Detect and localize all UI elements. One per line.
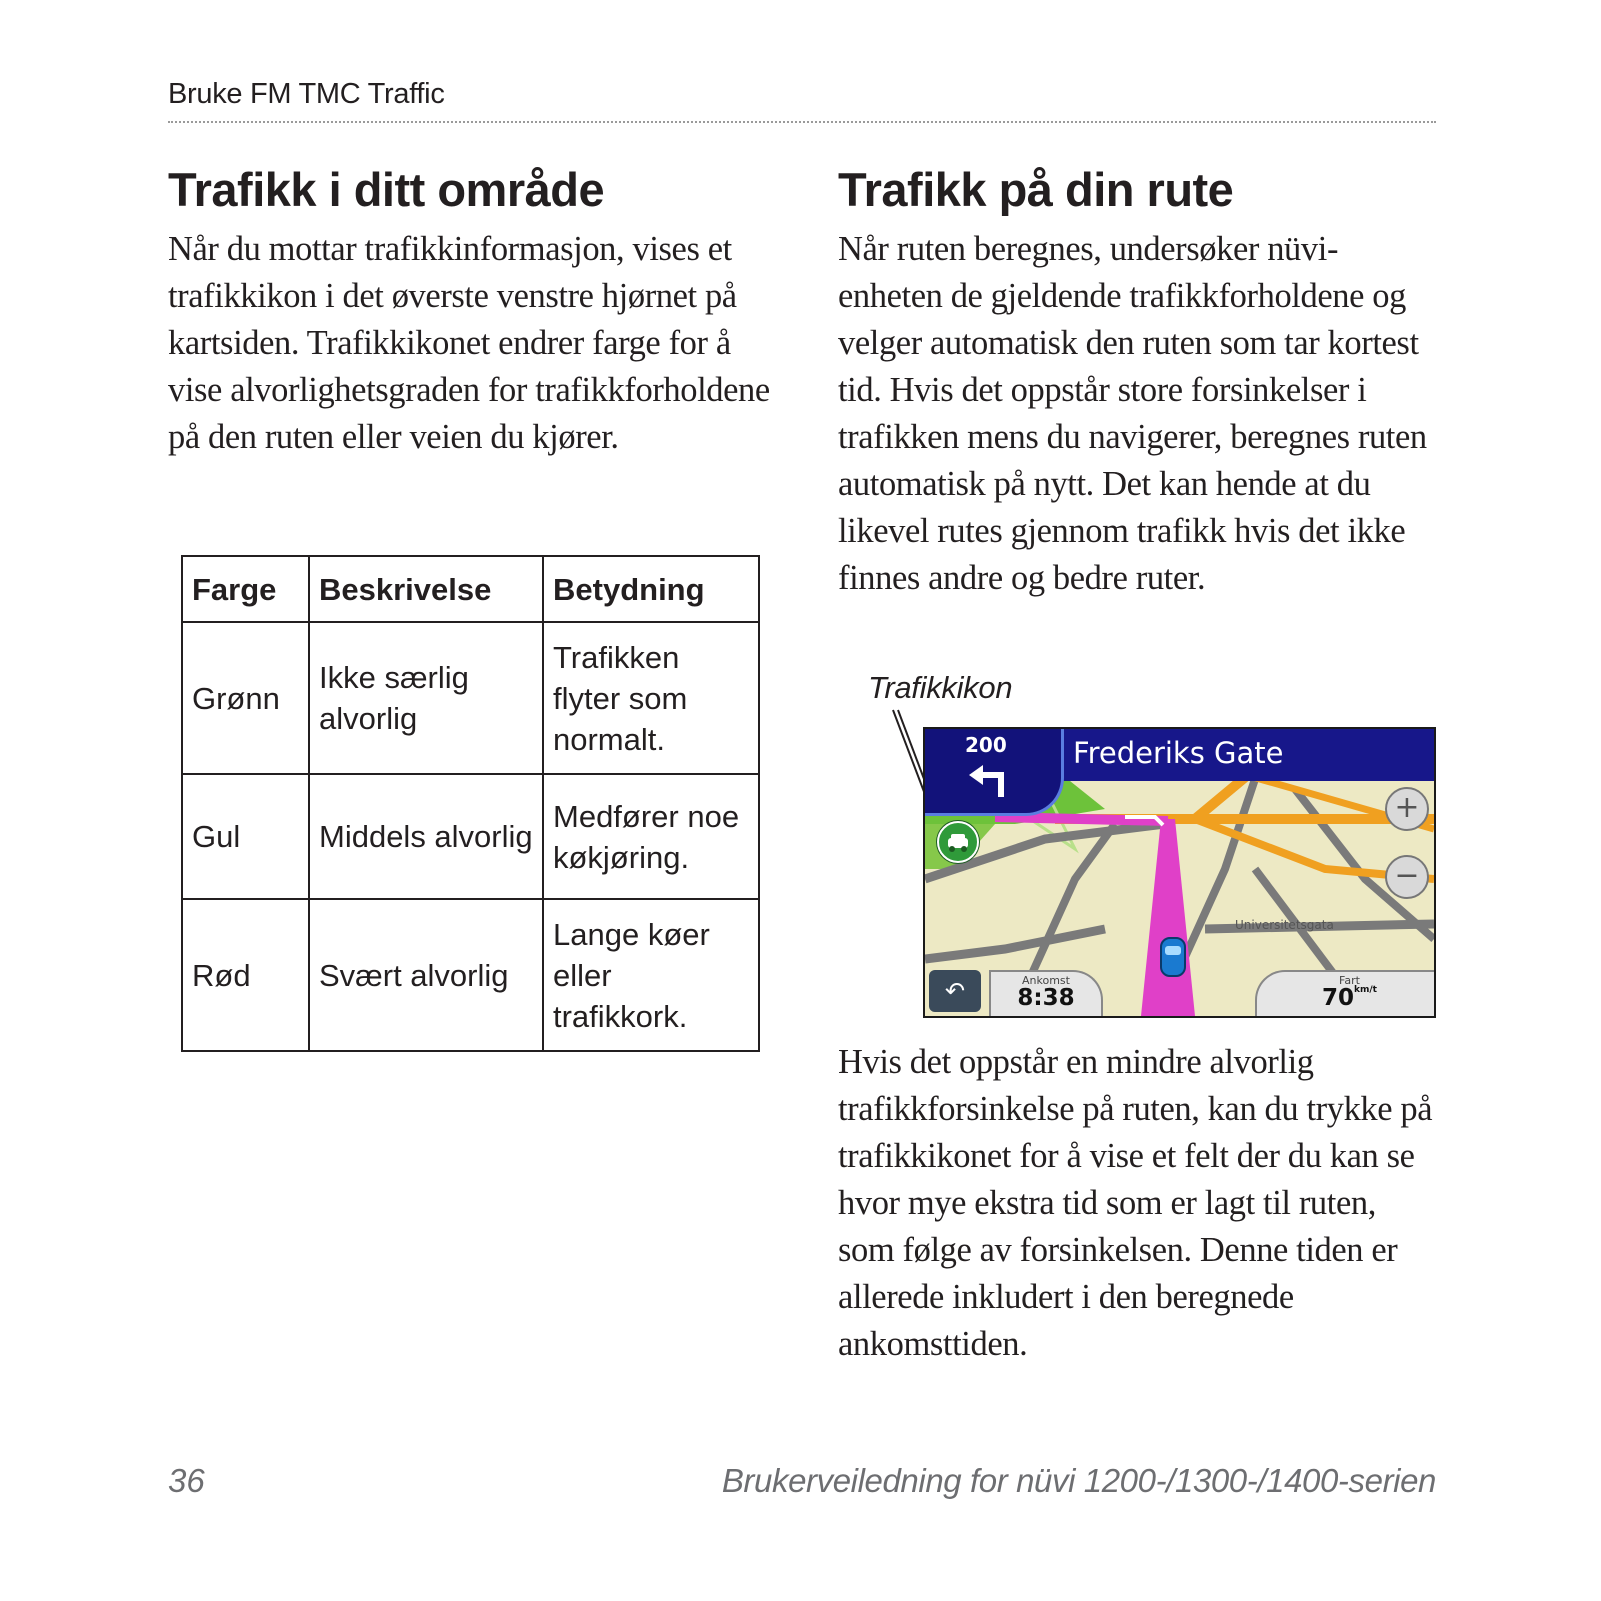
table-cell-color: Gul [182,774,309,899]
table-cell-meaning: Lange køer eller trafikkork. [543,899,759,1051]
manual-title: Brukerveiledning for nüvi 1200-/1300-/1400-serien [721,1462,1436,1499]
header-divider [168,121,1436,123]
table-cell-color: Rød [182,899,309,1051]
route-traffic-paragraph: Når ruten beregnes, undersøker nüvi-enheten de gjeldende trafikkforholdene og velger automatisk den ruten som tar kortest tid. Hvis det oppstår store forsinkelser i trafikken mens du navigerer, beregnes ruten automatisk på nytt. Det kan hende at du likevel rutes gjennom trafikk hvis det ikke finnes andre og bedre ruter. [838,230,1427,597]
turn-left-arrow-icon [967,763,1011,799]
area-traffic-paragraph: Når du mottar trafikkinformasjon, vises et trafikkikon i det øverste venstre hjørnet på kartsiden. Trafikkikonet endrer farge for å vise alvorlighetsgraden for trafikkforholdene på den ruten eller veien du kjører. [168,230,770,456]
table-row [182,774,759,899]
back-arrow-icon: ↶ [944,977,966,1005]
traffic-car-icon [939,823,977,861]
next-street-name: Frederiks Gate [1073,736,1284,770]
column-header-meaning: Betydning [543,556,759,622]
speed-label: Fart [1339,974,1360,987]
table-cell-color: Grønn [182,622,309,774]
column-header-description: Beskrivelse [309,556,543,622]
table-cell-description: Middels alvorlig [309,774,543,899]
speed-field[interactable] [1255,970,1436,1018]
speed-value: 70 [1322,985,1355,1011]
traffic-icon-callout-label: Trafikkikon [868,670,1013,705]
column-header-color: Farge [182,556,309,622]
running-head: Bruke FM TMC Traffic [168,78,445,110]
table-cell-meaning: Trafikken flyter som normalt. [543,622,759,774]
table-cell-description: Ikke særlig alvorlig [309,622,543,774]
turn-distance: 200 [965,733,1007,757]
table-row [182,622,759,774]
zoom-out-button[interactable]: − [1385,855,1429,899]
section-title-area-traffic: Trafikk i ditt område [168,163,605,216]
back-button[interactable] [929,970,981,1012]
arrival-time-field[interactable] [989,970,1103,1018]
arrival-label: Ankomst [1022,974,1070,987]
speed-unit: km/t [1354,985,1377,995]
section-title-route-traffic: Trafikk på din rute [838,163,1234,216]
page-number: 36 [168,1462,205,1499]
map-street-label: Universitetsgata [1235,918,1334,932]
traffic-icon[interactable] [937,821,979,863]
table-header-row [182,556,759,622]
table-row [182,899,759,1051]
arrival-time: 8:38 [1017,985,1075,1011]
table-cell-description: Svært alvorlig [309,899,543,1051]
map-screenshot [923,727,1436,1018]
delay-info-paragraph: Hvis det oppstår en mindre alvorlig trafikkforsinkelse på ruten, kan du trykke på trafikkikonet for å vise et felt der du kan se hvor mye ekstra tid som er lagt til ruten, som følge av forsinkelsen. Denne tiden er allerede inkludert i den beregnede ankomsttiden. [838,1043,1433,1363]
table-cell-meaning: Medfører noe køkjøring. [543,774,759,899]
vehicle-position-icon [1157,934,1189,980]
next-turn-panel[interactable] [925,729,1064,816]
speed-readout [1257,985,1436,1011]
zoom-in-button[interactable]: + [1385,787,1429,831]
traffic-color-table [181,555,760,1052]
